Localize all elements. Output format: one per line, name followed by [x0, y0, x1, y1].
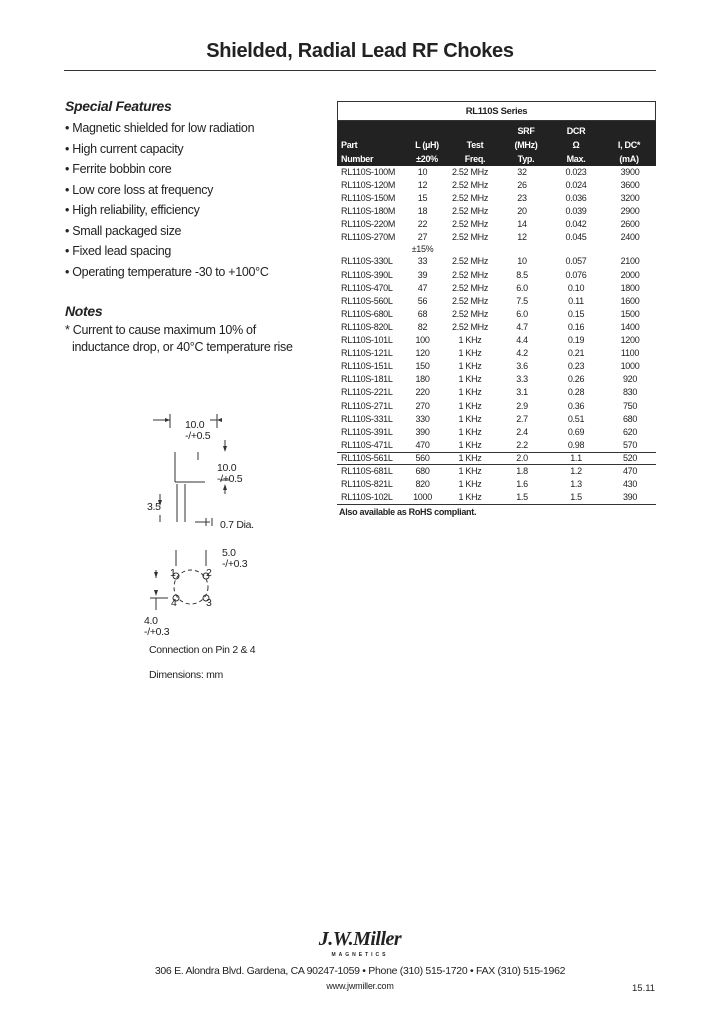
- table-cell: RL110S-151L: [341, 361, 393, 372]
- table-cell: RL110S-101L: [341, 335, 393, 346]
- table-cell: 18: [417, 206, 428, 217]
- table-cell: 47: [417, 282, 428, 293]
- table-cell: RL110S-820L: [341, 321, 393, 332]
- header-inductance: [401, 138, 453, 166]
- table-cell: 1 KHz: [458, 452, 482, 463]
- table-cell: 32: [517, 167, 527, 177]
- table-cell: 0.16: [567, 321, 585, 332]
- table-cell: 1.6: [516, 479, 528, 490]
- table-cell: 520: [622, 452, 638, 463]
- table-row: [337, 295, 656, 308]
- table-cell: 390: [622, 492, 638, 503]
- dim-tolerance: -/+0.3: [144, 626, 170, 638]
- table-cell: 4.4: [516, 335, 528, 346]
- table-cell: RL110S-680L: [341, 308, 393, 319]
- table-row: [337, 231, 656, 255]
- table-cell: 56: [417, 295, 428, 306]
- dim-value: 10.0: [185, 419, 205, 431]
- table-cell: 1 KHz: [458, 400, 482, 411]
- table-row: [337, 269, 656, 282]
- table-row: [337, 360, 656, 373]
- table-cell: 0.28: [567, 387, 585, 398]
- feature-item: • Small packaged size: [65, 223, 182, 238]
- table-cell: 1600: [620, 295, 640, 306]
- dim-tolerance: -/+0.3: [222, 558, 248, 570]
- table-cell: 2400: [620, 232, 640, 243]
- notes-text: [65, 322, 293, 356]
- table-cell: RL110S-102L: [341, 492, 393, 503]
- feature-item: • Operating temperature -30 to +100°C: [65, 264, 269, 279]
- table-cell: 830: [622, 387, 638, 398]
- table-cell: 470: [622, 465, 638, 476]
- table-row: [337, 255, 656, 268]
- table-cell: 12: [517, 232, 527, 243]
- header-text: Ω: [572, 140, 580, 150]
- table-cell: 2000: [620, 269, 640, 280]
- table-row: [337, 218, 656, 231]
- table-cell: 2.52 MHz: [451, 295, 489, 306]
- table-cell: 3200: [620, 193, 640, 204]
- table-cell: RL110S-391L: [341, 426, 393, 437]
- table-cell: 2.7: [516, 413, 528, 424]
- table-cell: 2.52 MHz: [451, 321, 489, 332]
- table-cell: 330: [415, 413, 430, 424]
- table-cell: 0.076: [565, 269, 587, 280]
- table-cell: 6.0: [516, 308, 528, 319]
- company-address: 306 E. Alondra Blvd. Gardena, CA 90247-1059 • Phone (310) 515-1720 • FAX (310) 515-1962: [154, 965, 566, 977]
- table-cell: 560: [415, 452, 430, 463]
- note-line: inductance drop, or 40°C temperature rise: [72, 340, 293, 354]
- table-cell: 0.045: [565, 232, 587, 243]
- table-cell: 2600: [620, 219, 640, 230]
- table-cell: 0.51: [567, 413, 585, 424]
- feature-item: • Fixed lead spacing: [65, 244, 172, 258]
- table-cell: RL110S-561L: [341, 452, 393, 463]
- table-cell: 23: [517, 193, 527, 204]
- table-cell: RL110S-681L: [341, 465, 393, 476]
- table-cell: 0.19: [567, 335, 585, 346]
- table-cell: 2.4: [516, 426, 528, 437]
- dim-value: 5.0: [222, 547, 236, 559]
- table-row: [337, 166, 656, 179]
- table-cell: 1 KHz: [458, 387, 482, 398]
- table-cell: RL110S-271L: [341, 400, 393, 411]
- feature-item: • High current capacity: [65, 141, 184, 156]
- table-cell: 0.042: [565, 219, 587, 230]
- table-cell: 120: [415, 348, 430, 359]
- pin-label-1: 1: [170, 567, 176, 579]
- table-cell: RL110S-121L: [341, 348, 393, 359]
- table-cell: 0.057: [565, 256, 587, 267]
- table-cell: 1 KHz: [458, 465, 482, 476]
- special-features-heading: Special Features: [65, 98, 172, 114]
- table-row: [337, 386, 656, 399]
- table-row: [337, 282, 656, 295]
- company-logo: J.W.Miller: [318, 928, 402, 950]
- dim-row-spacing: [144, 616, 169, 638]
- table-cell: 1.8: [516, 465, 528, 476]
- table-cell: 430: [622, 479, 638, 490]
- dim-tolerance: -/+0.5: [185, 430, 211, 442]
- table-cell: 570: [622, 439, 638, 450]
- table-cell: 1.1: [570, 452, 582, 463]
- table-cell: 2.52 MHz: [451, 193, 489, 204]
- table-cell: 68: [417, 308, 428, 319]
- table-cell: 1000: [413, 492, 432, 503]
- table-cell: 220: [415, 387, 430, 398]
- rohs-note: Also available as RoHS compliant.: [339, 507, 477, 518]
- cell-value: 27: [417, 232, 428, 243]
- header-dcr: [550, 124, 602, 166]
- company-logo-subtitle: MAGNETICS: [331, 952, 389, 958]
- table-cell: 7.5: [516, 295, 528, 306]
- table-row: [337, 400, 656, 413]
- table-cell: RL110S-560L: [341, 295, 393, 306]
- table-cell: 1 KHz: [458, 492, 482, 503]
- table-cell: 2.0: [516, 452, 528, 463]
- table-cell: 1.5: [570, 492, 582, 503]
- table-bottom-rule: [337, 504, 656, 505]
- table-series-title: RL110S Series: [337, 101, 656, 121]
- table-row: [337, 491, 656, 504]
- header-text: Part: [341, 140, 358, 150]
- header-text: Test: [466, 140, 484, 150]
- pin-label-3: 3: [206, 597, 212, 609]
- dim-lead-diameter: 0.7 Dia.: [220, 519, 254, 531]
- table-row: [337, 465, 656, 478]
- table-cell: RL110S-330L: [341, 256, 393, 267]
- note-line: * Current to cause maximum 10% of: [65, 323, 256, 337]
- table-cell: RL110S-150M: [341, 193, 396, 204]
- header-text: Typ.: [517, 154, 535, 164]
- table-cell: 2.52 MHz: [451, 308, 489, 319]
- table-cell: 0.023: [565, 167, 587, 177]
- table-cell: [401, 231, 444, 255]
- header-text: ±20%: [416, 154, 438, 164]
- table-cell: 2.52 MHz: [451, 232, 489, 243]
- header-text: Number: [341, 154, 374, 164]
- table-cell: 39: [417, 269, 428, 280]
- tolerance-note: ±15%: [411, 244, 434, 255]
- header-part: [341, 138, 373, 166]
- table-row: [337, 321, 656, 334]
- features-list: [65, 118, 269, 282]
- table-cell: 270: [415, 400, 430, 411]
- pin-label-2: 2: [206, 567, 212, 579]
- header-text: SRF: [517, 126, 535, 136]
- table-cell: 8.5: [516, 269, 528, 280]
- feature-item: • Magnetic shielded for low radiation: [65, 121, 255, 135]
- table-cell: 1.5: [516, 492, 528, 503]
- table-cell: 12: [417, 180, 428, 191]
- table-cell: RL110S-100M: [341, 167, 396, 177]
- dimension-drawing: [140, 410, 300, 640]
- table-cell: 1 KHz: [458, 348, 482, 359]
- table-row: [337, 373, 656, 386]
- table-cell: 2.52 MHz: [451, 180, 489, 191]
- table-cell: 1 KHz: [458, 361, 482, 372]
- table-cell: RL110S-120M: [341, 180, 396, 191]
- table-row: [337, 426, 656, 439]
- title-divider: [64, 70, 656, 71]
- table-cell: 750: [622, 400, 638, 411]
- table-row: [337, 179, 656, 192]
- dim-width: [185, 420, 210, 442]
- table-cell: 2.52 MHz: [451, 206, 489, 217]
- table-cell: 680: [415, 465, 430, 476]
- table-cell: 0.23: [567, 361, 585, 372]
- table-cell: 1100: [620, 348, 640, 359]
- table-cell: 3600: [620, 180, 640, 191]
- dim-tolerance: -/+0.5: [217, 473, 243, 485]
- table-cell: 6.0: [516, 282, 528, 293]
- table-cell: 1 KHz: [458, 374, 482, 385]
- feature-item: • Low core loss at frequency: [65, 182, 214, 197]
- table-row: [337, 334, 656, 347]
- header-text: L (µH): [415, 140, 439, 150]
- table-cell: 100: [415, 335, 430, 346]
- table-cell: 33: [417, 256, 428, 267]
- table-cell: 1.3: [570, 479, 582, 490]
- table-cell: 3.3: [516, 374, 528, 385]
- feature-item: • High reliability, efficiency: [65, 203, 200, 217]
- table-cell: 0.10: [567, 282, 585, 293]
- table-cell: 2.52 MHz: [451, 269, 489, 280]
- table-cell: RL110S-331L: [341, 413, 393, 424]
- table-cell: 2900: [620, 206, 640, 217]
- dim-pin-spacing: [222, 548, 247, 570]
- table-cell: 1000: [620, 361, 640, 372]
- table-row: [337, 192, 656, 205]
- table-cell: 10: [517, 256, 527, 267]
- header-srf: [500, 124, 552, 166]
- table-cell: RL110S-221L: [341, 387, 393, 398]
- table-row: [337, 413, 656, 426]
- table-cell: 150: [415, 361, 430, 372]
- table-cell: 26: [517, 180, 527, 191]
- table-cell: RL110S-181L: [341, 374, 393, 385]
- table-cell: 1500: [620, 308, 640, 319]
- table-cell: RL110S-220M: [341, 219, 396, 230]
- table-cell: 3.1: [516, 387, 528, 398]
- table-cell: 0.26: [567, 374, 585, 385]
- table-row: [337, 452, 656, 465]
- dim-value: 4.0: [144, 615, 158, 627]
- header-text: (MHz): [514, 140, 538, 150]
- pin-label-4: 4: [171, 597, 177, 609]
- table-row: [337, 478, 656, 491]
- table-cell: 15: [417, 193, 428, 204]
- table-cell: 820: [415, 479, 430, 490]
- table-cell: RL110S-821L: [341, 479, 393, 490]
- table-cell: 14: [517, 219, 527, 230]
- table-cell: 1 KHz: [458, 413, 482, 424]
- table-cell: 2.52 MHz: [451, 282, 489, 293]
- table-cell: 0.024: [565, 180, 587, 191]
- dim-value: 10.0: [217, 462, 237, 474]
- table-cell: 0.69: [567, 426, 585, 437]
- table-row: [337, 347, 656, 360]
- table-cell: 0.039: [565, 206, 587, 217]
- table-cell: 1 KHz: [458, 335, 482, 346]
- table-cell: 1400: [620, 321, 640, 332]
- table-cell: 2.52 MHz: [451, 167, 489, 177]
- table-body: [337, 166, 656, 504]
- table-cell: 180: [415, 374, 430, 385]
- header-text: Max.: [566, 154, 586, 164]
- table-cell: 2.52 MHz: [451, 219, 489, 230]
- page-number: 15.11: [632, 983, 656, 994]
- table-cell: 2.52 MHz: [451, 256, 489, 267]
- table-cell: 620: [622, 426, 638, 437]
- table-cell: RL110S-471L: [341, 439, 393, 450]
- table-cell: 0.11: [568, 295, 584, 306]
- table-cell: 10: [417, 167, 428, 177]
- header-text: Freq.: [464, 154, 486, 164]
- table-cell: 1 KHz: [458, 439, 482, 450]
- page-title: Shielded, Radial Lead RF Chokes: [206, 40, 514, 62]
- header-idc: [603, 138, 655, 166]
- table-cell: 82: [417, 321, 428, 332]
- table-cell: 4.7: [516, 321, 528, 332]
- table-cell: 1 KHz: [458, 479, 482, 490]
- table-cell: RL110S-390L: [341, 269, 393, 280]
- table-cell: 1200: [620, 335, 640, 346]
- header-text: DCR: [566, 126, 586, 136]
- table-cell: 0.21: [567, 348, 585, 359]
- table-row: [337, 205, 656, 218]
- table-cell: 2.2: [516, 439, 528, 450]
- table-cell: 4.2: [516, 348, 528, 359]
- table-cell: 0.15: [567, 308, 585, 319]
- table-cell: 2100: [620, 256, 640, 267]
- header-text: (mA): [619, 154, 639, 164]
- spec-table: [337, 101, 656, 517]
- table-cell: RL110S-270M: [341, 232, 396, 243]
- table-cell: 3.6: [516, 361, 528, 372]
- table-cell: 2.9: [516, 400, 528, 411]
- table-cell: 22: [417, 219, 428, 230]
- table-cell: 1.2: [570, 465, 582, 476]
- table-header: [337, 121, 656, 166]
- table-cell: RL110S-470L: [341, 282, 393, 293]
- dim-lead-length: 3.5: [147, 501, 161, 513]
- connection-note: Connection on Pin 2 & 4: [149, 644, 256, 656]
- table-cell: 20: [517, 206, 527, 217]
- table-cell: RL110S-180M: [341, 206, 396, 217]
- table-row: [337, 308, 656, 321]
- table-cell: 0.98: [567, 439, 585, 450]
- table-row: [337, 439, 656, 452]
- header-text: I, DC*: [617, 140, 641, 150]
- dimensions-note: Dimensions: mm: [149, 669, 223, 681]
- notes-heading: Notes: [65, 303, 103, 319]
- table-cell: 680: [622, 413, 638, 424]
- table-cell: 0.036: [565, 193, 587, 204]
- table-cell: 1 KHz: [458, 426, 482, 437]
- table-cell: 1800: [620, 282, 640, 293]
- feature-item: • Ferrite bobbin core: [65, 162, 172, 176]
- table-cell: 0.36: [567, 400, 585, 411]
- dim-height: [217, 463, 242, 485]
- table-cell: 920: [622, 374, 638, 385]
- table-cell: 3900: [620, 167, 640, 177]
- table-cell: 470: [415, 439, 430, 450]
- company-website: www.jwmiller.com: [326, 981, 394, 991]
- header-test-freq: [449, 138, 501, 166]
- table-cell: 390: [415, 426, 430, 437]
